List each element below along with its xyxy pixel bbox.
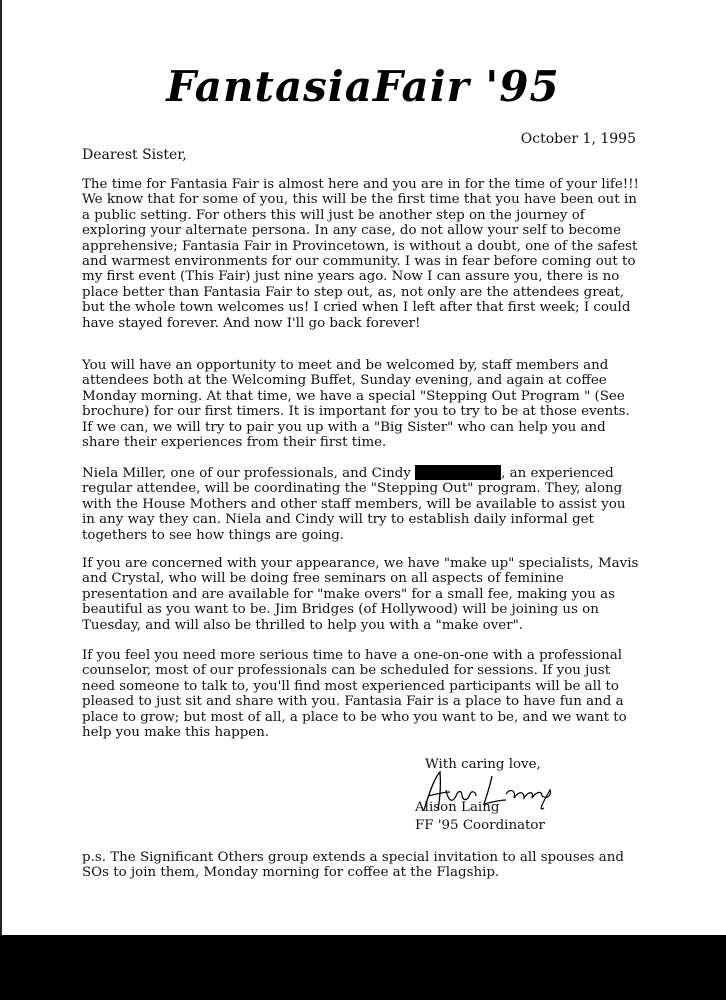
paragraph-text: You will have an opportunity to meet and be welcomed by, staff members and attendees both at the Welcoming Buffet, Sunday evening, and again at coffee Monday morning. At that time, we have a special "Stepping Out Program " (See brochure) for our first timers. It is important for you to try to be at those events. If we can, we will try to pair you up with a "Big Sister" who can help you and share their experiences from their first time. xyxy=(82,358,630,451)
paragraph-make-up xyxy=(82,556,642,633)
scan-edge-line xyxy=(0,0,2,935)
paragraph-text-before-redaction: Niela Miller, one of our professionals, and Cindy xyxy=(82,466,416,481)
paragraph-text: The time for Fantasia Fair is almost here and you are in for the time of your life!!! We know that for some of you, this will be the first time that you have been out in a public setting. For others this will just be another step on the journey of exploring your alternate persona. In any case, do not allow your self to become apprehensive; Fantasia Fair in Provincetown, is without a doubt, one of the safest and warmest environments for our community. I was in fear before coming out to my first event (This Fair) just nine years ago. Now I can assure you, there is no place better than Fantasia Fair to step out, as, not only are the attendees great, but the whole town welcomes us! I cried when I left after that first week; I could have stayed forever. And now I'll go back forever! xyxy=(82,177,639,331)
paragraph-counseling xyxy=(82,648,642,740)
letterhead-title: FantasiaFair '95 xyxy=(166,62,560,111)
letter-date: October 1, 1995 xyxy=(520,131,636,147)
closing-line: With caring love, xyxy=(425,757,541,772)
signer-title: FF '95 Coordinator xyxy=(415,818,545,833)
paragraph-text xyxy=(82,465,642,543)
paragraph-text: If you are concerned with your appearance, we have "make up" specialists, Mavis and Crystal, who will be doing free seminars on all aspects of feminine presentation and are available for "make overs" for a small fee, making you as beautiful as you want to be. Jim Bridges (of Hollywood) will be joining us on Tuesday, and will also be thrilled to help you with a "make over". xyxy=(82,556,639,633)
postscript: p.s. The Significant Others group extends a special invitation to all spouses and SOs to join them, Monday morning for coffee at the Flagship. xyxy=(82,850,624,881)
paragraph-text: If you feel you need more serious time to have a one-on-one with a professional counselor, most of our professionals can be scheduled for sessions. If you just need someone to talk to, you'll find most experienced participants will be all to pleased to just sit and share with you. Fantasia Fair is a place to have fun and a place to grow; but most of all, a place to be who you want to be, and we want to help you make this happen. xyxy=(82,648,627,741)
paragraph-text-after-redaction: , an experienced regular attendee, will be coordinating the "Stepping Out" program. They, along with the House Mothers and other staff members, will be available to assist you in any way they can. Niela and Cindy will try to establish daily informal get togethers to see how things are going. xyxy=(82,466,626,543)
salutation: Dearest Sister, xyxy=(82,147,187,163)
scan-bottom-border xyxy=(0,935,726,1000)
paragraph-stepping-out xyxy=(82,358,642,450)
paragraph-coordinators xyxy=(82,465,642,543)
paragraph-welcome xyxy=(82,177,642,331)
redaction-bar xyxy=(415,465,501,480)
signer-name: Alison Laing xyxy=(415,800,500,815)
